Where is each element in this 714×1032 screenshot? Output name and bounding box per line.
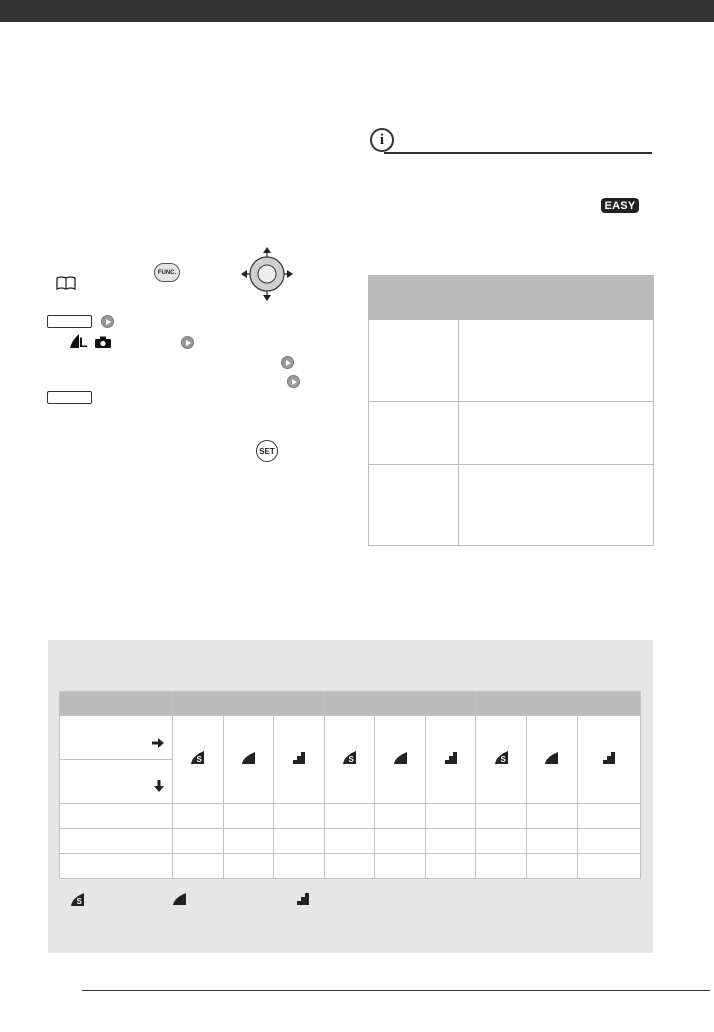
table-cell xyxy=(172,829,223,854)
table-cell xyxy=(476,829,527,854)
table-cell xyxy=(375,854,426,879)
table-cell xyxy=(172,804,223,829)
set-button[interactable]: SET xyxy=(256,440,278,462)
table-cell xyxy=(60,829,173,854)
superfine-icon xyxy=(476,716,527,804)
menu-key-box[interactable] xyxy=(47,315,92,328)
table-cell xyxy=(526,854,577,879)
table-header-cell xyxy=(324,692,476,716)
fine-icon xyxy=(223,716,274,804)
superfine-icon xyxy=(172,716,223,804)
table-header-cell xyxy=(459,276,654,320)
normal-icon xyxy=(425,716,476,804)
table-cell xyxy=(223,854,274,879)
table-cell xyxy=(172,854,223,879)
svg-text:S: S xyxy=(76,897,82,906)
table-cell xyxy=(526,804,577,829)
table-row xyxy=(369,465,654,546)
table-cell xyxy=(274,854,325,879)
table-cell xyxy=(425,854,476,879)
fine-icon xyxy=(173,893,186,905)
table-header-row xyxy=(60,692,641,716)
table-row xyxy=(60,716,641,760)
table-cell xyxy=(369,320,459,402)
arrow-down-icon xyxy=(154,780,164,792)
table-cell xyxy=(324,854,375,879)
table-row xyxy=(60,854,641,879)
table-cell xyxy=(274,804,325,829)
table-cell xyxy=(476,854,527,879)
table-cell xyxy=(459,465,654,546)
table-cell xyxy=(274,829,325,854)
table-header-cell xyxy=(476,692,641,716)
table-cell xyxy=(459,402,654,465)
table-cell xyxy=(324,804,375,829)
easy-mode-badge: EASY xyxy=(601,198,639,213)
normal-icon xyxy=(274,716,325,804)
svg-text:S: S xyxy=(500,754,506,764)
fine-icon xyxy=(375,716,426,804)
superfine-icon xyxy=(71,893,84,906)
table-cell xyxy=(60,854,173,879)
table-row xyxy=(369,320,654,402)
table-row xyxy=(369,402,654,465)
quality-letter: L xyxy=(79,334,88,350)
table-header-cell xyxy=(60,692,173,716)
table-header-row xyxy=(369,276,654,320)
table-cell xyxy=(425,829,476,854)
info-icon: i xyxy=(370,128,394,152)
table-header-cell xyxy=(369,276,459,320)
table-cell xyxy=(526,829,577,854)
table-cell xyxy=(375,804,426,829)
table-cell xyxy=(324,829,375,854)
size-label-cell xyxy=(60,716,173,760)
play-arrow-icon xyxy=(101,315,114,328)
table-cell xyxy=(577,804,640,829)
table-row xyxy=(60,804,641,829)
quality-icon xyxy=(70,334,88,350)
menu-key-box[interactable] xyxy=(47,391,92,404)
table-cell xyxy=(60,804,173,829)
svg-text:S: S xyxy=(348,754,354,764)
media-label-cell xyxy=(60,760,173,804)
table-row xyxy=(60,829,641,854)
table-cell xyxy=(476,804,527,829)
header-bar xyxy=(0,0,714,22)
table-cell xyxy=(375,829,426,854)
func-button[interactable]: FUNC. xyxy=(154,263,180,282)
fine-icon xyxy=(526,716,577,804)
play-arrow-icon xyxy=(181,336,194,349)
settings-table xyxy=(368,275,654,546)
book-icon xyxy=(56,276,76,290)
table-cell xyxy=(577,829,640,854)
table-cell xyxy=(369,402,459,465)
joystick-icon[interactable] xyxy=(241,246,293,302)
footer-divider xyxy=(82,990,710,991)
play-arrow-icon xyxy=(287,375,300,388)
table-cell xyxy=(223,804,274,829)
table-cell xyxy=(425,804,476,829)
info-divider xyxy=(384,152,652,154)
play-arrow-icon xyxy=(281,356,294,369)
superfine-icon xyxy=(324,716,375,804)
svg-text:S: S xyxy=(196,754,203,764)
normal-icon xyxy=(577,716,640,804)
table-cell xyxy=(369,465,459,546)
normal-icon xyxy=(297,893,309,905)
table-cell xyxy=(223,829,274,854)
table-cell xyxy=(459,320,654,402)
table-header-cell xyxy=(172,692,324,716)
table-cell xyxy=(577,854,640,879)
capacity-table xyxy=(59,691,641,879)
camera-icon xyxy=(95,336,111,348)
arrow-right-icon xyxy=(152,738,164,748)
